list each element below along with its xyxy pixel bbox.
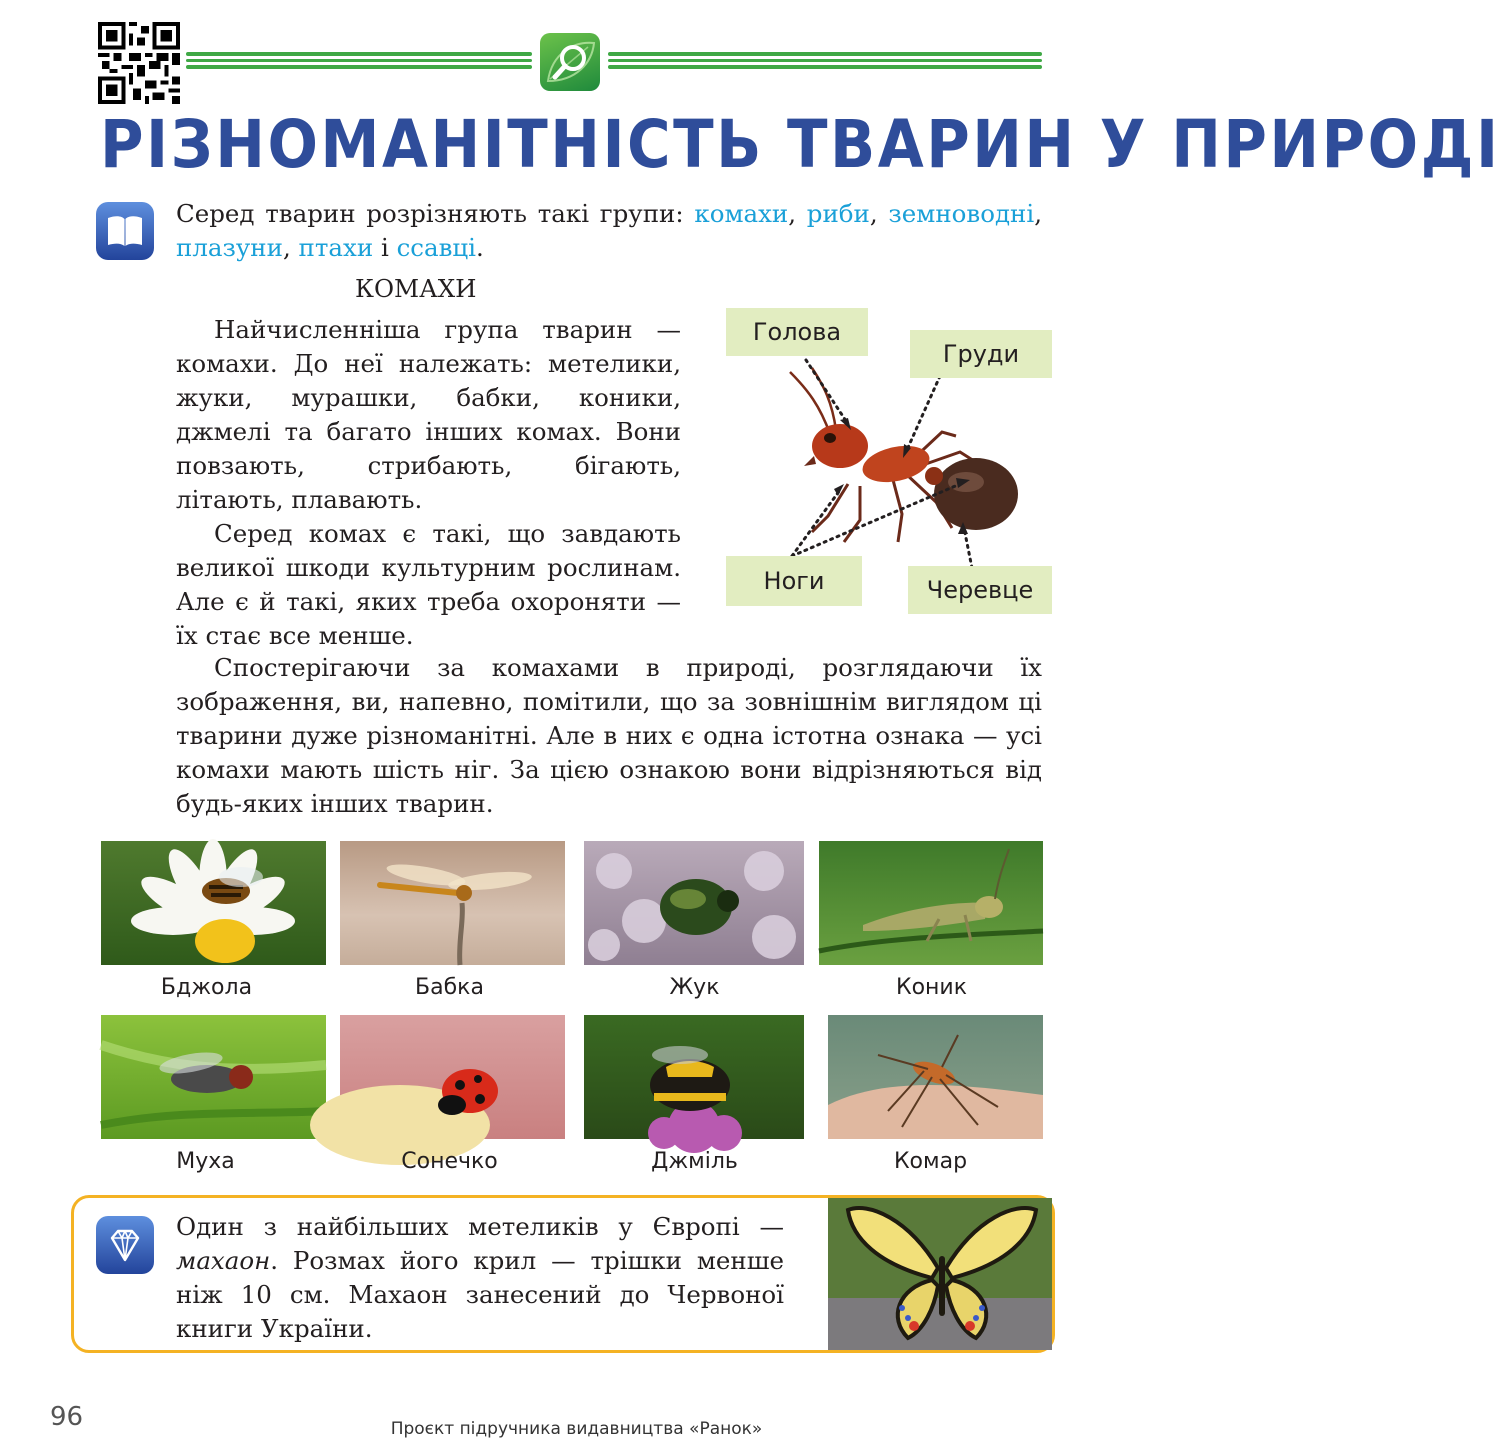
group-birds: птахи xyxy=(298,233,374,262)
caption-mosquito: Комар xyxy=(893,1149,968,1174)
ant-diagram xyxy=(720,306,1060,626)
fact-text: Один з найбільших метеликів у Європі — махаон. Розмах його крил — трішки менше ніж 10 см. Махаон занесений до Червоної книги України. xyxy=(176,1212,784,1343)
group-insects: комахи xyxy=(694,199,789,228)
intro-paragraph: Серед тварин розрізняють такі групи: комахи, риби, земноводні, плазуни, птахи і ссавці. xyxy=(176,199,1042,262)
insects-full-text xyxy=(176,651,1042,821)
photo-ladybird xyxy=(340,1015,565,1139)
footer-note: Проєкт підручника видавництва «Ранок» xyxy=(390,1419,763,1439)
caption-bumblebee: Джміль xyxy=(651,1149,738,1174)
photo-grasshopper xyxy=(819,841,1043,965)
photo-dragonfly xyxy=(340,841,565,965)
paragraph-2: Серед комах є такі, що завдають великої шкоди культурним рослинам. Але є й такі, яких треба охороняти — їх стає все менше. xyxy=(176,519,681,650)
label-head: Голова xyxy=(726,308,868,356)
magnifier-leaf-icon xyxy=(540,33,600,91)
photo-bee xyxy=(101,841,326,965)
insects-column-text xyxy=(176,313,681,653)
label-legs: Ноги xyxy=(726,556,862,606)
label-abdomen: Черевце xyxy=(908,566,1052,614)
section-heading: КОМАХИ xyxy=(355,274,477,303)
caption-dragonfly: Бабка xyxy=(415,975,484,1000)
diamond-icon xyxy=(96,1216,154,1274)
caption-fly: Муха xyxy=(176,1149,235,1174)
photo-fly xyxy=(101,1015,326,1139)
caption-ladybird: Сонечко xyxy=(401,1149,498,1174)
qr-code-icon[interactable] xyxy=(97,22,181,104)
caption-grasshopper: Коник xyxy=(895,975,968,1000)
header-rule-right xyxy=(608,52,1042,72)
fact-term: махаон xyxy=(176,1246,271,1275)
caption-beetle: Жук xyxy=(669,975,720,1000)
photo-bumblebee xyxy=(584,1015,804,1139)
paragraph-3: Спостерігаючи за комахами в природі, розглядаючи їх зображення, ви, напевно, помітили, що за зовнішнім виглядом ці тварини дуже різноманітні. Але в них є одна істотна ознака — усі комахи мають шість ніг. За цією ознакою вони відрізняються від будь-яких інших тварин. xyxy=(176,653,1042,818)
book-icon xyxy=(96,202,154,260)
header-rule-left xyxy=(186,52,532,72)
group-mammals: ссавці xyxy=(396,233,477,262)
caption-bee: Бджола xyxy=(160,975,253,1000)
group-fish: риби xyxy=(806,199,870,228)
label-chest: Груди xyxy=(910,330,1052,378)
group-amphibians: земноводні xyxy=(888,199,1035,228)
group-reptiles: плазуни xyxy=(176,233,283,262)
page-number: 96 xyxy=(50,1402,84,1432)
page-title: РІЗНОМАНІТНІСТЬ ТВАРИН У ПРИРОДІ xyxy=(100,106,1501,183)
photo-beetle xyxy=(584,841,804,965)
paragraph-1: Найчисленніша група тварин — комахи. До неї належать: метелики, жуки, мурашки, бабки, коники, джмелі та багато інших комах. Вони повзають, стрибають, бігають, літають, плавають. xyxy=(176,315,681,514)
photo-mosquito xyxy=(828,1015,1043,1139)
photo-swallowtail xyxy=(828,1198,1052,1350)
